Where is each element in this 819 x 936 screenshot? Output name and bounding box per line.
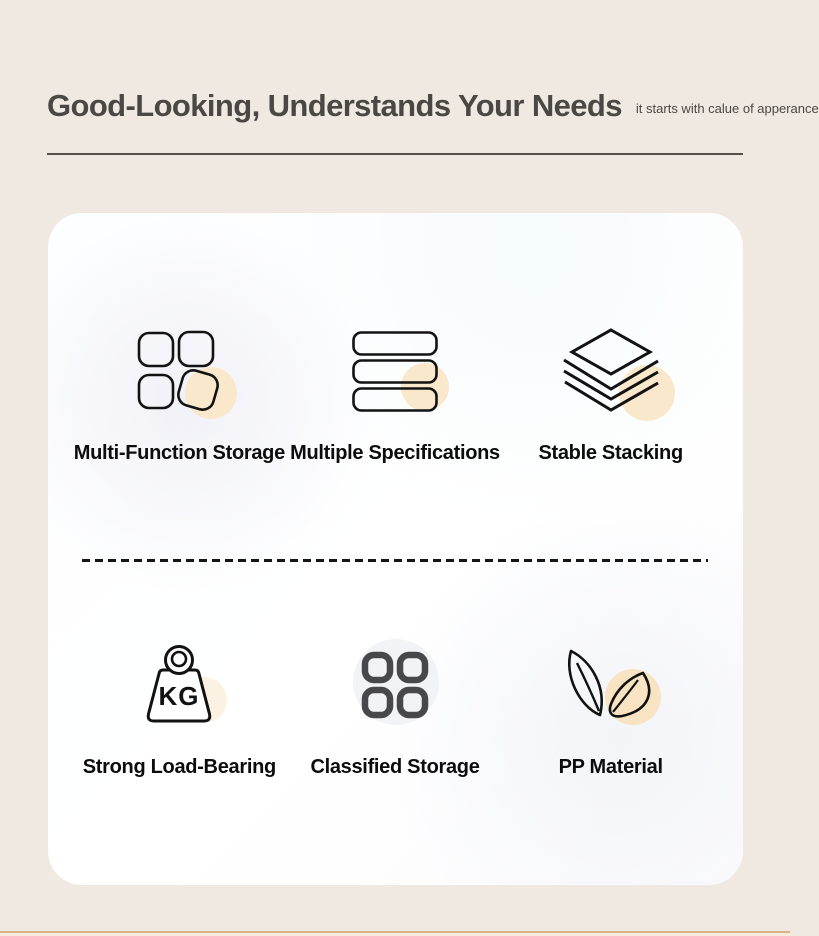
load-bearing-weight-icon	[135, 642, 223, 728]
multi-function-storage-icon	[136, 328, 222, 414]
feature-multi-function-storage	[72, 321, 288, 465]
feature-label: Multi-Function Storage	[73, 442, 285, 464]
kg-label: KG	[158, 681, 200, 711]
page-title: Good-Looking, Understands Your Needs	[47, 88, 622, 123]
feature-label: PP Material	[558, 756, 663, 778]
classified-storage-icon	[360, 650, 430, 720]
features-card	[48, 213, 743, 885]
page-subtitle: it starts with calue of apperance	[635, 100, 819, 116]
feature-pp-material	[503, 635, 719, 779]
multiple-specifications-icon	[352, 331, 438, 411]
feature-stable-stacking	[503, 321, 719, 465]
pp-material-leaves-icon	[563, 648, 659, 722]
feature-label: Classified Storage	[310, 756, 480, 778]
features-row-top	[48, 213, 743, 465]
header-divider	[47, 153, 743, 155]
section-header	[0, 0, 819, 155]
feature-multiple-specifications	[287, 321, 503, 465]
feature-label: Stable Stacking	[538, 442, 683, 464]
section-bottom-border	[0, 931, 790, 936]
feature-strong-load-bearing	[72, 635, 288, 779]
stable-stacking-icon	[563, 327, 659, 415]
feature-classified-storage	[287, 635, 503, 779]
feature-label: Strong Load-Bearing	[82, 756, 276, 778]
features-row-bottom	[48, 562, 743, 779]
feature-label: Multiple Specifications	[290, 442, 500, 464]
